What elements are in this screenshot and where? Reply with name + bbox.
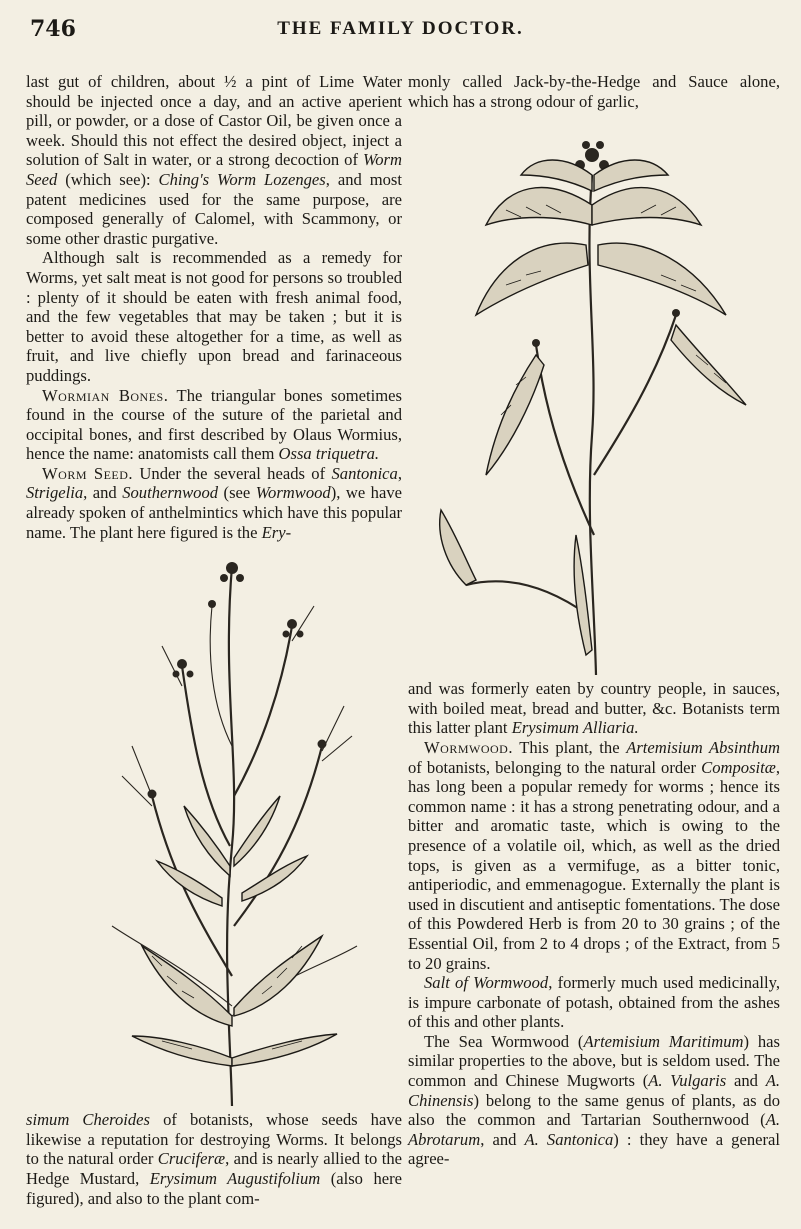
paragraph-salt-of-wormwood: Salt of Wormwood, formerly much used medicinally, is impure carbonate of potash, obtained from the ashes of this and other plants. [408, 973, 781, 1032]
entry-heading: Wormwood. [424, 737, 513, 757]
paragraph-erysimum-alliaria: and was formerly eaten by country people, in sauces, with boiled meat, bread and butter, &c. Botanists term this latter plant Erysimum Alliaria. [408, 679, 780, 738]
paragraph-salt-remedy: Although salt is recommended as a remedy for Worms, yet salt meat is not good for persons so troubled : plenty of it should be eaten with fresh animal food, and the few vegetables that may be taken ; but it is better to avoid these altogether for a time, as well as fruit, and live chiefly upon bread and farinaceous puddings. [26, 248, 402, 385]
entry-heading: Worm Seed. [42, 463, 134, 483]
paragraph-worm-seed: Worm Seed. Under the several heads of Santonica, Strigelia, and Southernwood (see Wormwood), we have already spoken of anthelmintics which have this popular name. The plant here figured is the Ery- [26, 463, 402, 542]
paragraph-sea-wormwood: The Sea Wormwood (Artemisium Maritimum) has similar properties to the above, but is seldom used. The common and Chinese Mugworts (A. Vulgaris and A. Chinensis) belong to the same genus of plants, as do also the common and Tartarian Southernwood (A. Abrotarum, and A. Santonica) : they have a general agree- [408, 1031, 780, 1169]
paragraph-lime-water: last gut of children, about ½ a pint of Lime Water should be injected once a day, and an active aperient pill, or powder, or a dose of Castor Oil, be given once a week. Should this not effect the desired object, inject a solution of Salt in water, or a strong decoction of Worm Seed (which see): Ching's Worm Lozenges, and most patent medicines used for the same purpose, are composed generally of Calomel, with Scammony, or some other drastic purgative. [26, 72, 402, 248]
left-column [26, 72, 402, 1208]
paragraph-wormian-bones: Wormian Bones. The triangular bones sometimes found in the course of the suture of the parietal and occipital bones, and first described by Olaus Wormius, hence the name: anatomists call them Ossa triquetra. [26, 385, 402, 464]
paragraph-erysimum: simum Cheroides of botanists, whose seeds have likewise a reputation for destroying Worms. It belongs to the natural order Cruciferæ, and is nearly allied to the Hedge Mustard, Erysimum Augustifolium (also here figured), and also to the plant com- [26, 1110, 402, 1208]
page-number: 746 [30, 16, 76, 42]
paragraph-wormwood: Wormwood. This plant, the Artemisium Absinthum of botanists, belonging to the natural order Compositæ, has long been a popular remedy for worms ; hence its common name : it has a strong penetrating odour, and a bitter and aromatic taste, which is owing to the presence of a volatile oil, which, as well as the dried tops, is given as a vermifuge, as a bitter tonic, antiperiodic, and emmenagogue. Externally the plant is used in discutient and antiseptic fomentations. The dose of this Powdered Herb is from 20 to 30 grains ; of the Essential Oil, from 2 to 4 drops ; of the Extract, from 5 to 20 grains. [408, 737, 780, 973]
page-header [30, 16, 771, 46]
paragraph-jack-by-the-hedge: monly called Jack-by-the-Hedge and Sauce alone, which has a strong odour of garlic, [408, 72, 780, 111]
worm-seed-plant-illustration [82, 546, 382, 1106]
entry-heading: Wormian Bones. [42, 385, 169, 405]
hedge-garlic-plant-illustration [426, 115, 768, 675]
right-column [408, 72, 780, 1169]
running-title: THE FAMILY DOCTOR. [277, 18, 524, 39]
